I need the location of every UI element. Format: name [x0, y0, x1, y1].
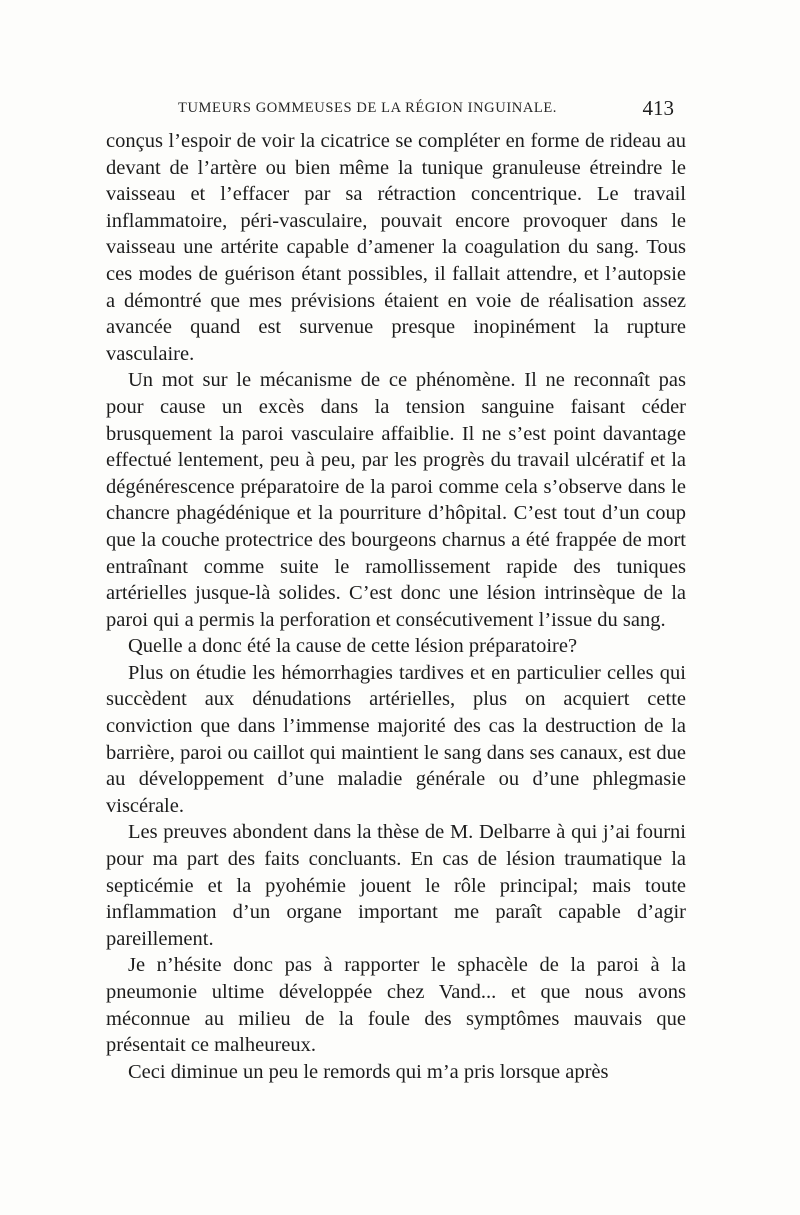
- running-head: [108, 96, 674, 120]
- running-title: TUMEURS GOMMEUSES DE LA RÉGION INGUINALE.: [178, 100, 558, 116]
- paragraph-3: Quelle a donc été la cause de cette lésion préparatoire?: [128, 635, 578, 658]
- paragraph-1: conçus l’espoir de voir la cicatrice se compléter en forme de rideau au devant de l’artère ou bien même la tunique granuleuse étreindre le vaisseau et l’effacer par sa rétraction concentrique. Le travail inflammatoire, péri-vasculaire, pouvait encore provoquer dans le vaisseau une artérite capable d’amener la coagulation du sang. Tous ces modes de guérison étant possibles, il fallait attendre, et l’autopsie a démontré que mes prévisions étaient en voie de réalisation assez avancée quand est survenue presque inopinément la rupture vasculaire.: [106, 130, 686, 365]
- body-text: [106, 128, 686, 1085]
- page-number: 413: [642, 96, 674, 120]
- paragraph-2: Un mot sur le mécanisme de ce phénomène. Il ne reconnaît pas pour cause un excès dans la tension sanguine faisant céder brusquement la paroi vasculaire affaiblie. Il ne s’est point davantage effectué lentement, peu à peu, par les progrès du travail ulcératif et la dégénérescence préparatoire de la paroi comme cela s’observe dans le chancre phagédénique et la pourriture d’hôpital. C’est tout d’un coup que la couche protectrice des bourgeons charnus a été frappée de mort entraînant comme suite le ramollissement rapide des tuniques artérielles jusque-là solides. C’est donc une lésion intrinsèque de la paroi qui a permis la perforation et consécutivement l’issue du sang.: [106, 369, 686, 631]
- paragraph-4: Plus on étudie les hémorrhagies tardives et en particulier celles qui succèdent aux dénudations artérielles, plus on acquiert cette conviction que dans l’immense majorité des cas la destruction de la barrière, paroi ou caillot qui maintient le sang dans ses canaux, est due au développement d’une maladie générale ou d’une phlegmasie viscérale.: [106, 661, 686, 817]
- paragraph-5: Les preuves abondent dans la thèse de M. Delbarre à qui j’ai fourni pour ma part des faits concluants. En cas de lésion traumatique la septicémie et la pyohémie jouent le rôle principal; mais toute inflammation d’un organe important me paraît capable d’agir pareillement.: [106, 821, 686, 950]
- paragraph-7: Ceci diminue un peu le remords qui m’a pris lorsque après: [128, 1060, 609, 1083]
- paragraph-6: Je n’hésite donc pas à rapporter le sphacèle de la paroi à la pneumonie ultime développée chez Vand... et que nous avons méconnue au milieu de la foule des symptômes mauvais que présentait ce malheureux.: [106, 954, 686, 1057]
